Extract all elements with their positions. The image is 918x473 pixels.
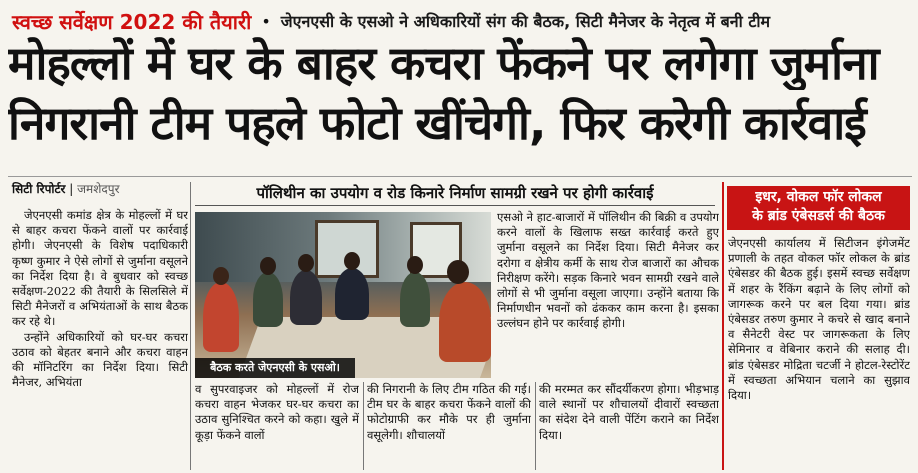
article-column-bottom-1	[195, 382, 359, 470]
column-1-paragraph-1: जेएनएसी कमांड क्षेत्र के मोहल्लों में घर से बाहर कचरा फेंकने वालों पर कार्रवाई होगी। जेएनएसी के विशेष पदाधिकारी कृष्ण कुमार ने ऐसे लोगों से जुर्माना वसूलने का निर्देश दिया है। वे बुधवार को स्वच्छ सर्वेक्षण-2022 की तैयारी के सिलसिले में सिटी मैनेजरों व अभियंताओं के साथ बैठक कर रहे थे।	[12, 208, 188, 329]
sidebox-title-line-2: के ब्रांड एंबेसडर्स की बैठक	[752, 208, 885, 224]
headline-line-2: निगरानी टीम पहले फोटो खींचेगी, फिर करेगी कार्रवाई	[8, 96, 866, 150]
column-divider-2	[363, 382, 364, 470]
sidebox-body	[728, 236, 910, 470]
column-divider-3	[535, 382, 536, 470]
article-column-bottom-3	[539, 382, 719, 470]
column-divider-1	[190, 182, 191, 470]
article-column-1	[12, 208, 188, 470]
sidebox-title-line-1: इधर, वोकल फॉर लोकल	[755, 189, 882, 205]
column-bottom-1-text: व सुपरवाइजर को मोहल्लों में रोज कचरा वाहन भेजकर घर-घर कचरा का उठाव सुनिश्चित करने को कहा। खुले में कूड़ा फेंकने वालों	[195, 382, 359, 442]
column-2-upper-text: एसओ ने हाट-बाजारों में पॉलिथीन की बिक्री व उपयोग करने वालों के खिलाफ सख्त कार्रवाई करते हुए जुर्माना वसूलने का निर्देश दिया। सिटी मैनेजर कर दरोगा व क्षेत्रीय कर्मी के साथ रोज बाजारों का औचक निरीक्षण करेंगे। सड़क किनारे भवन सामग्री रखने वाले लोगों से भी जुर्माना वसूला जाएगा। उन्होंने बताया कि निर्माणधीन भवनों को ढंककर काम करना है। इसका उल्लंघन होने पर कार्रवाई होगी।	[497, 210, 719, 331]
article-column-bottom-2	[367, 382, 531, 470]
article-column-2-upper	[497, 210, 719, 378]
headline-divider	[8, 176, 912, 177]
photo-caption: बैठक करते जेएनएसी के एसओ।	[195, 358, 355, 378]
kicker-bullet: •	[261, 11, 271, 31]
column-1-paragraph-2: उन्होंने अधिकारियों को घर-घर कचरा उठाव को बेहतर बनाने और कचरा वाहन की मॉनिटरिंग का निर्देश दिया। सिटी मैनेजर, अभियंता	[12, 329, 188, 390]
kicker-subtitle: जेएनएसी के एसओ ने अधिकारियों संग की बैठक, सिटी मैनेजर के नेतृत्व में बनी टीम	[280, 12, 771, 31]
column-bottom-2-text: की निगरानी के लिए टीम गठित की गई। टीम घर के बाहर कचरा फेंकने वालों की फोटोग्राफी कर मौके पर ही जुर्माना वसूलेगी। शौचालयों	[367, 382, 531, 442]
sidebox-title	[727, 186, 910, 230]
column-bottom-3-text: की मरम्मत कर सौंदर्यीकरण होगा। भीड़भाड़ वाले स्थानों पर शौचालयों दीवारों स्वच्छता का संदेश देने वाली पेंटिंग कराने का निर्देश दिया।	[539, 382, 719, 442]
kicker-line	[12, 6, 912, 36]
headline-line-1: मोहल्लों में घर के बाहर कचरा फेंकने पर लगेगा जुर्माना	[8, 36, 879, 90]
byline-separator: |	[69, 182, 74, 196]
byline	[12, 180, 120, 197]
meeting-photo	[195, 212, 491, 378]
byline-reporter: सिटी रिपोर्टर	[12, 182, 66, 196]
sidebox-border	[722, 182, 724, 470]
sub-headline: पॉलिथीन का उपयोग व रोड किनारे निर्माण सामग्री रखने पर होगी कार्रवाई	[195, 183, 715, 206]
kicker-title: स्वच्छ सर्वेक्षण 2022 की तैयारी	[12, 9, 252, 34]
sidebox-body-text: जेएनएसी कार्यालय में सिटीजन इंगेजमेंट प्रणाली के तहत वोकल फॉर लोकल के ब्रांड एंबेसडर की बैठक हुई। इसमें स्वच्छ सर्वेक्षण में शहर के रैंकिंग बढ़ाने के लिए लोगों को जागरूक करने पर बल दिया गया। ब्रांड एंबेसडर तरुण कुमार ने कचरे से खाद बनाने व सैनेटरी वेस्ट पर जागरूकता के लिए सेमिनार व वेबिनार कराने की सलाह दी। ब्रांड एंबेसडर मोद्रिता चटर्जी ने होटल-रेस्टोरेंट में स्वच्छता अभियान चलाने का सुझाव दिया।	[728, 236, 910, 403]
byline-city: जमशेदपुर	[77, 182, 120, 196]
